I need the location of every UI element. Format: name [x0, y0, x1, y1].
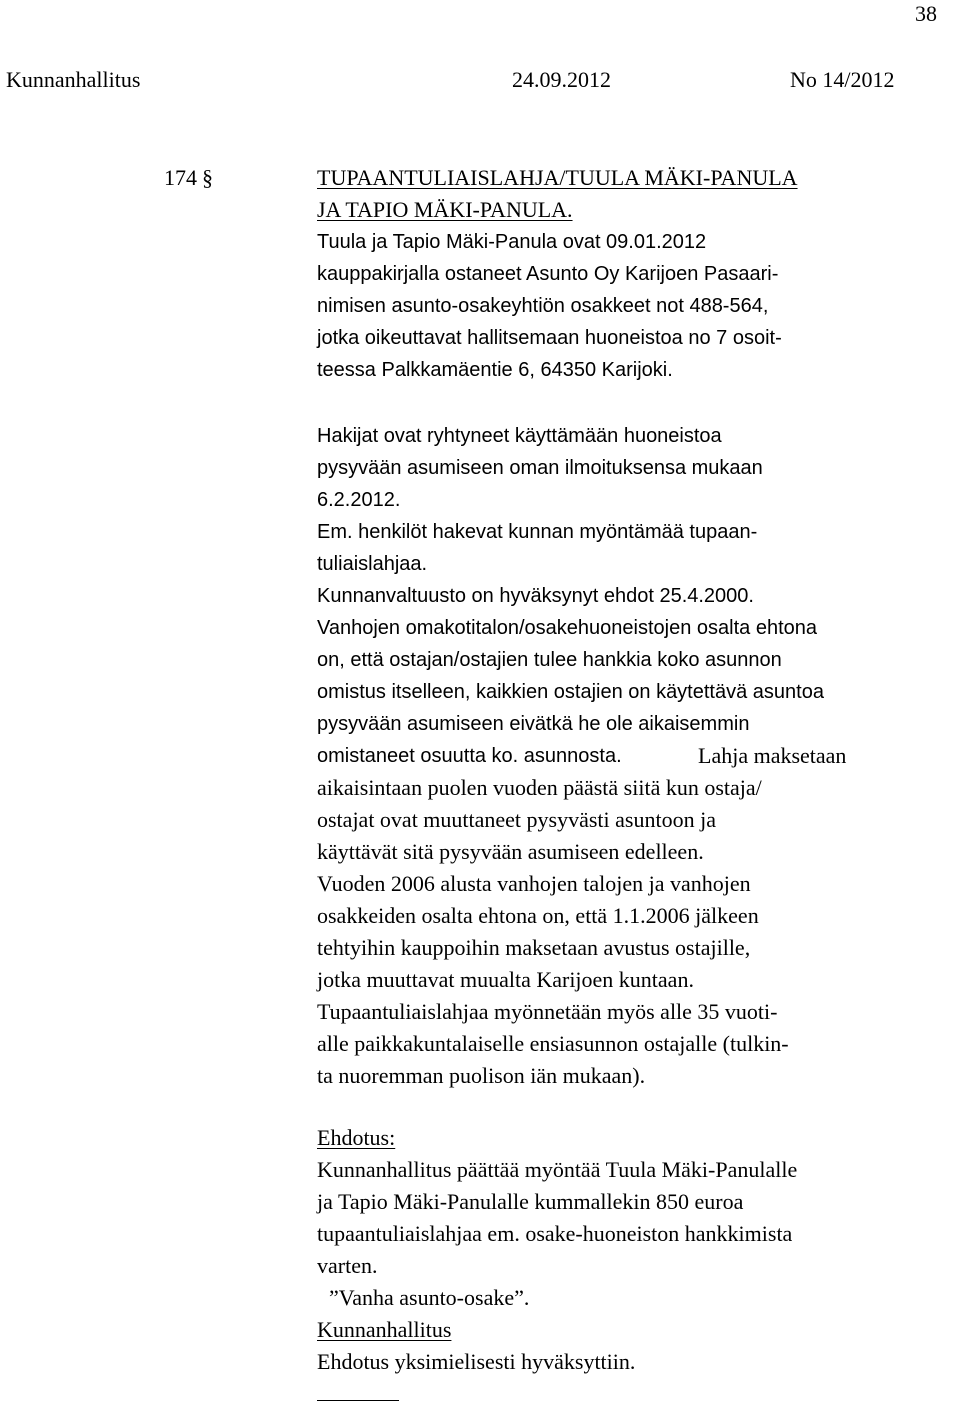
proposal-heading: Ehdotus: [317, 1125, 396, 1150]
payment-line: Vuoden 2006 alusta vanhojen talojen ja vanhojen [317, 871, 751, 896]
decision-text: Ehdotus yksimielisesti hyväksyttiin. [317, 1349, 636, 1374]
applicant-line: pysyvään asumiseen oman ilmoituksensa mukaan [317, 457, 763, 479]
intro-line: jotka oikeuttavat hallitsemaan huoneistoa no 7 osoit- [317, 327, 782, 349]
payment-line: ostajat ovat muuttaneet pysyvästi asuntoon ja [317, 807, 716, 832]
payment-line: jotka muuttavat muualta Karijoen kuntaan. [317, 967, 694, 992]
section-title-line: JA TAPIO MÄKI-PANULA. [317, 197, 573, 222]
payment-line: Tupaantuliaislahjaa myönnetään myös alle 35 vuoti- [317, 999, 778, 1024]
header-body-name: Kunnanhallitus [6, 67, 141, 92]
applicant-line: Kunnanvaltuusto on hyväksynyt ehdot 25.4.2000. [317, 585, 754, 607]
applicant-line: Hakijat ovat ryhtyneet käyttämään huoneistoa [317, 425, 722, 447]
payment-line: tehtyihin kauppoihin maksetaan avustus ostajille, [317, 935, 751, 960]
intro-line: teessa Palkkamäentie 6, 64350 Karijoki. [317, 359, 673, 381]
header-protocol-number: No 14/2012 [790, 67, 895, 92]
section-symbol: § [202, 165, 213, 190]
payment-line: alle paikkakuntalaiselle ensiasunnon ostajalle (tulkin- [317, 1031, 789, 1056]
intro-line: Tuula ja Tapio Mäki-Panula ovat 09.01.2012 [317, 231, 707, 253]
conditions-line: omistus itselleen, kaikkien ostajien on käytettävä asuntoa [317, 681, 824, 703]
proposal-line: varten. [317, 1253, 378, 1278]
section-title-line: TUPAANTULIAISLAHJA/TUULA MÄKI-PANULA [317, 165, 798, 190]
proposal-line: ja Tapio Mäki-Panulalle kummallekin 850 euroa [317, 1189, 744, 1214]
payment-line: osakkeiden osalta ehtona on, että 1.1.2006 jälkeen [317, 903, 759, 928]
conditions-line: Vanhojen omakotitalon/osakehuoneistojen osalta ehtona [317, 617, 817, 639]
intro-line: nimisen asunto-osakeyhtiön osakkeet not 488-564, [317, 295, 769, 317]
conditions-line: on, että ostajan/ostajien tulee hankkia koko asunnon [317, 649, 782, 671]
proposal-block [317, 1122, 797, 1378]
conditions-line: pysyvään asumiseen eivätkä he ole aikaisemmin [317, 713, 750, 735]
payment-line: käyttävät sitä pysyvään asumiseen edelleen. [317, 839, 704, 864]
proposal-line: ”Vanha asunto-osake”. [329, 1285, 530, 1310]
header-date: 24.09.2012 [512, 67, 611, 92]
intro-line: kauppakirjalla ostaneet Asunto Oy Karijoen Pasaari- [317, 263, 779, 285]
section-number: 174 [164, 165, 197, 190]
proposal-line: Kunnanhallitus päättää myöntää Tuula Mäki-Panulalle [317, 1157, 798, 1182]
payment-line: ta nuoremman puolison iän mukaan). [317, 1063, 646, 1088]
applicant-paragraph [317, 420, 763, 612]
applicant-line: Em. henkilöt hakevat kunnan myöntämää tupaan- [317, 521, 758, 543]
applicant-line: 6.2.2012. [317, 489, 401, 511]
payment-line: Lahja maksetaan [698, 743, 847, 768]
end-rule [317, 1400, 399, 1401]
conditions-line: omistaneet osuutta ko. asunnosta. [317, 745, 622, 767]
section-title [317, 162, 798, 226]
applicant-line: tuliaislahjaa. [317, 553, 428, 575]
payment-paragraph [317, 772, 789, 1092]
page-number: 38 [915, 1, 937, 26]
payment-line: aikaisintaan puolen vuoden päästä siitä kun ostaja/ [317, 775, 762, 800]
intro-paragraph [317, 226, 782, 386]
proposal-line: tupaantuliaislahjaa em. osake-huoneiston hankkimista [317, 1221, 793, 1246]
decision-heading: Kunnanhallitus [317, 1317, 452, 1342]
